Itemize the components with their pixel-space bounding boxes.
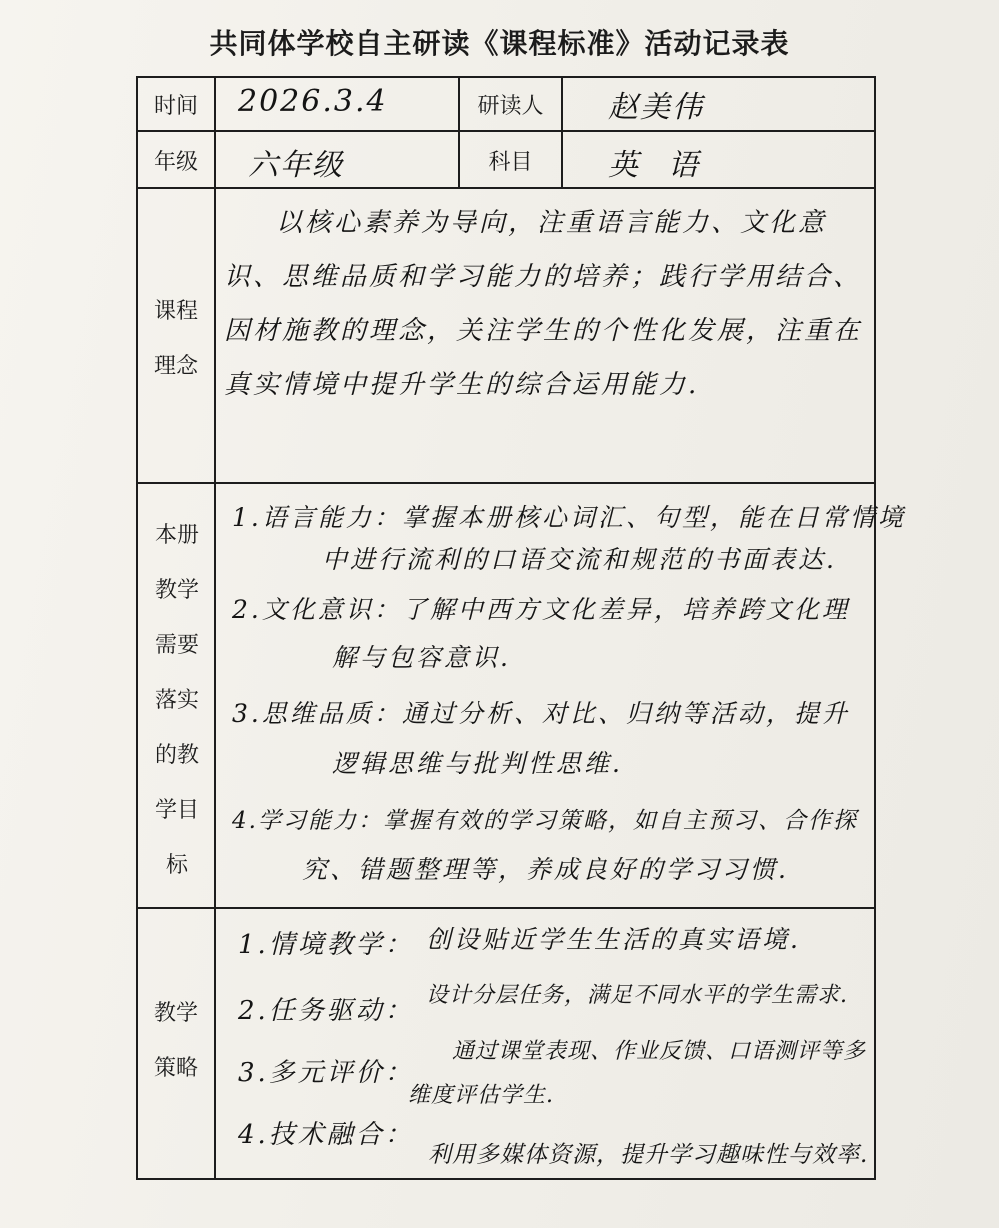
column-divider bbox=[214, 78, 216, 1178]
time-value: 2026.3.4 bbox=[238, 84, 388, 119]
strategy-4-text: 利用多媒体资源，提升学习趣味性与效率. bbox=[428, 1142, 869, 1168]
strategy-1-text: 创设贴近学生生活的真实语境. bbox=[426, 925, 801, 954]
column-divider bbox=[561, 78, 563, 187]
row-divider bbox=[138, 187, 874, 189]
row-divider bbox=[138, 907, 874, 909]
time-label: 时间 bbox=[153, 94, 198, 119]
strategy-4-title: 4.技术融合： bbox=[238, 1120, 414, 1150]
strategy-1-title: 1.情境教学： bbox=[238, 930, 414, 960]
goal-1-line-2: 中进行流利的口语交流和规范的书面表达. bbox=[322, 545, 837, 574]
document-title: 共同体学校自主研读《课程标准》活动记录表 bbox=[209, 27, 790, 60]
grade-value: 六年级 bbox=[248, 148, 344, 183]
record-table bbox=[136, 76, 906, 1180]
strategy-2-title: 2.任务驱动： bbox=[238, 996, 414, 1026]
goals-label: 本册教学需要落实的教学目标 bbox=[154, 523, 199, 878]
goal-2-line-2: 解与包容意识. bbox=[332, 643, 511, 672]
grade-label: 年级 bbox=[153, 150, 198, 175]
goal-1-line-1: 1.语言能力：掌握本册核心词汇、句型，能在日常情境 bbox=[232, 503, 906, 532]
strategy-2-text: 设计分层任务，满足不同水平的学生需求. bbox=[426, 983, 848, 1008]
goal-3-line-1: 3.思维品质：通过分析、对比、归纳等活动，提升 bbox=[232, 699, 850, 728]
row-divider bbox=[138, 482, 874, 484]
row-divider bbox=[138, 130, 874, 132]
reader-value: 赵美伟 bbox=[608, 90, 704, 125]
goal-4-line-2: 究、错题整理等，养成良好的学习习惯. bbox=[302, 855, 789, 884]
goal-2-line-1: 2.文化意识：了解中西方文化差异，培养跨文化理 bbox=[232, 595, 850, 624]
strategy-3-title: 3.多元评价： bbox=[238, 1058, 414, 1088]
concept-label: 课程理念 bbox=[153, 299, 198, 379]
strategy-3-text: 通过课堂表现、作业反馈、口语测评等多维度评估学生. bbox=[408, 1039, 867, 1108]
reader-label: 研读人 bbox=[477, 94, 544, 119]
subject-value: 英语 bbox=[608, 148, 728, 183]
subject-label: 科目 bbox=[488, 150, 533, 175]
goal-4-line-1: 4.学习能力：掌握有效的学习策略，如自主预习、合作探 bbox=[232, 808, 858, 834]
strategy-label: 教学策略 bbox=[153, 1001, 198, 1081]
goal-3-line-2: 逻辑思维与批判性思维. bbox=[332, 749, 623, 778]
concept-text: 以核心素养为导向，注重语言能力、文化意识、思维品质和学习能力的培养；践行学用结合、因材施教的理念，关注学生的个性化发展，注重在真实情境中提升学生的综合运用能力. bbox=[224, 208, 863, 400]
